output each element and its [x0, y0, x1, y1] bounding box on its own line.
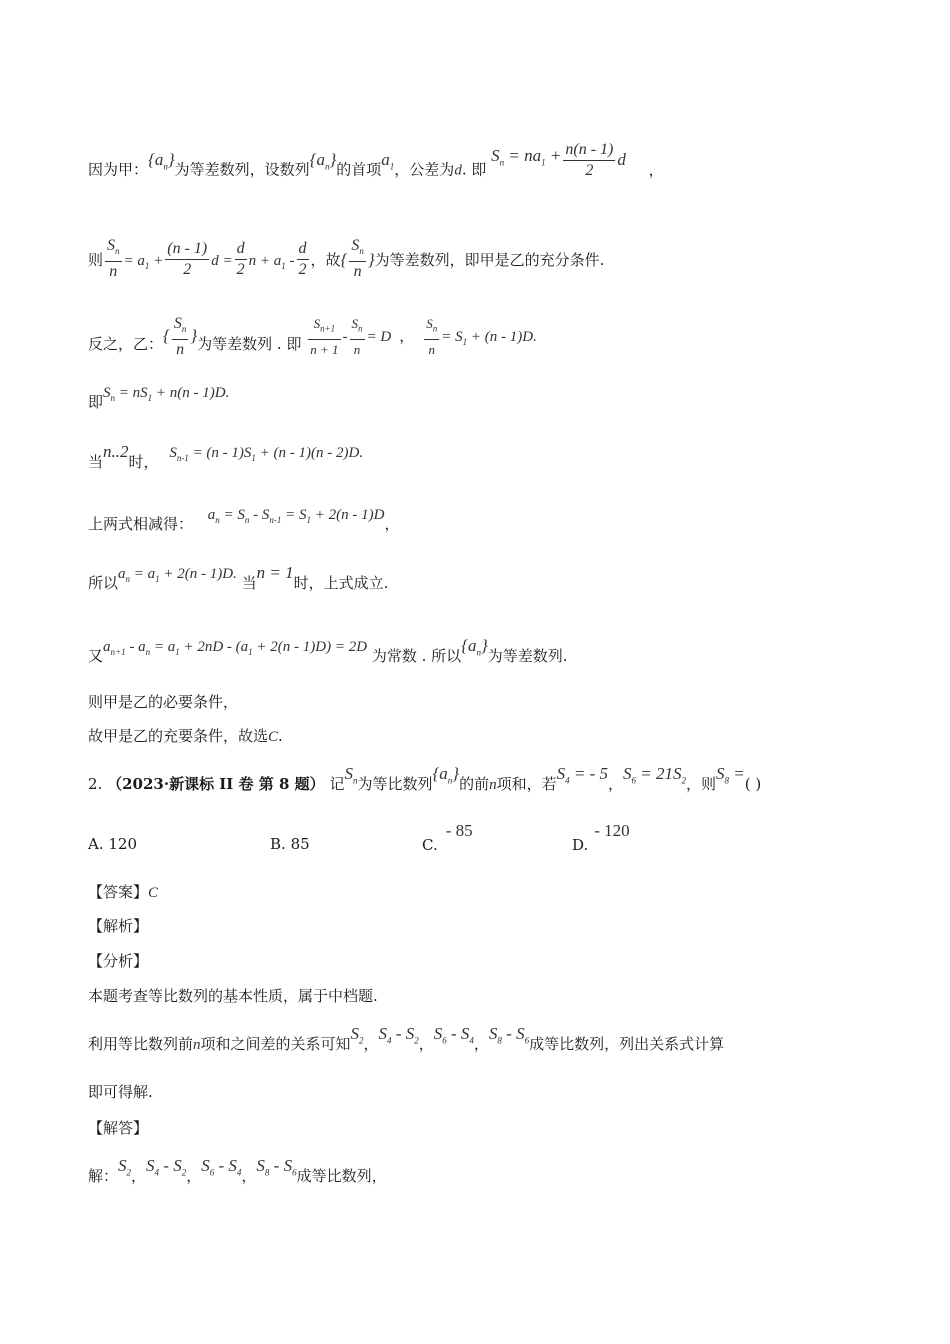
s4-equation: $S_4$ = - 5	[556, 764, 609, 786]
brace-close: }	[367, 250, 375, 270]
proof-line-9	[88, 692, 238, 712]
frac-sn-over-n: $\frac{S_n}{n}$	[426, 316, 438, 357]
text: 解：	[88, 1167, 119, 1185]
formula-part: = $a_1$ +	[123, 253, 164, 272]
sequence-s2: $S_2$	[118, 1156, 132, 1178]
frac-sn-over-n: $\frac{S_n}{n}$	[107, 237, 120, 281]
formula-part: $n + a_1$ -	[248, 253, 295, 272]
formula-part: = D	[366, 329, 392, 346]
jieda-label: 【解答】	[88, 1119, 149, 1137]
text: 当	[241, 574, 257, 592]
set-a-n: $\{a_n\}$	[461, 636, 488, 658]
text: 所以	[88, 574, 119, 592]
formula-an: $a_n = S_n - S_{n-1} = S_1 + 2(n - 1)D$	[207, 507, 385, 525]
question-number: 2.	[88, 775, 103, 793]
answer-value: C	[148, 885, 159, 901]
n-symbol: n	[489, 777, 497, 793]
text: 时，	[128, 453, 159, 471]
fenxi3-line	[88, 1082, 153, 1102]
answer-choice-c: C	[268, 729, 279, 745]
option-a[interactable]: A. 120	[88, 835, 138, 853]
proof-line-8	[88, 636, 568, 672]
text: ，故	[310, 251, 341, 270]
frac-sn-over-n: $\frac{S_n}{n}$	[351, 237, 364, 281]
comma: ，	[399, 327, 415, 346]
frac-d-over-2: $\frac{d}{2}$	[298, 239, 307, 278]
sequence-s2: $S_2$	[350, 1024, 364, 1046]
set-a-n: $\{a_n\}$	[148, 149, 175, 171]
proof-line-5	[88, 442, 364, 478]
fenxi-text-line	[88, 986, 378, 1006]
option-c[interactable]: C.- 85	[422, 821, 473, 854]
text: 为等比数列	[357, 775, 433, 793]
comma: ，	[648, 160, 664, 179]
proof-line-4	[88, 385, 230, 418]
a1: $a_1$	[381, 149, 395, 171]
text: 上两式相减得：	[88, 515, 194, 533]
text: 成等比数列，列出关系式计算	[529, 1035, 725, 1053]
proof-line-1	[88, 141, 664, 191]
d-symbol: d	[454, 162, 462, 179]
sequence-s8-s6: $S_8 - S_6$	[256, 1156, 297, 1178]
n-symbol: n	[193, 1037, 201, 1053]
proof-line-10	[88, 726, 283, 747]
text: ，则	[686, 775, 717, 793]
option-d[interactable]: D.- 120	[572, 821, 630, 854]
text: 故甲是乙的充要条件，故选	[88, 727, 269, 745]
proof-line-3	[88, 315, 537, 368]
text: 因为甲：	[88, 160, 149, 179]
condition-n-geq-2: n..2	[103, 442, 129, 461]
comma: ，	[384, 515, 400, 533]
sequence-s6-s4: $S_6 - S_4$	[433, 1024, 474, 1046]
frac-sn-over-n: $\frac{S_n}{n}$	[173, 315, 187, 359]
brace-open: {	[340, 250, 348, 270]
formula-part: = $S_1 + (n - 1)D$.	[441, 329, 537, 348]
text: 项和之间差的关系可知	[200, 1035, 351, 1053]
frac-n-n-1-over-2: $\frac{n(n - 1)}{2}$	[565, 141, 614, 179]
text: . 即	[461, 160, 487, 179]
d-symbol: d	[617, 149, 626, 169]
text: 又	[88, 647, 104, 665]
frac-sn1-over-n1: $\frac{S_{n+1}}{n + 1}$	[310, 316, 339, 357]
text: 成等比数列，	[296, 1167, 387, 1185]
fenxi-label-line	[88, 951, 148, 971]
text: 利用等比数列前	[88, 1035, 194, 1053]
proof-line-2	[88, 238, 604, 284]
frac-n-1-over-2: $\frac{(n - 1)}{2}$	[167, 239, 208, 278]
set-a-n: $\{a_n\}$	[309, 149, 337, 171]
fenxi-text: 本题考查等比数列的基本性质，属于中档题.	[88, 987, 378, 1005]
fenxi-label: 【分析】	[88, 952, 149, 970]
text: 为等差数列，即甲是乙的充分条件.	[374, 251, 605, 270]
sequence-s4-s2: $S_4 - S_2$	[378, 1024, 419, 1046]
s6-equation: $S_6 = 21S_2$	[623, 764, 687, 786]
formula-sn-1: $S_{n-1} = (n - 1)S_1 + (n - 1)(n - 2)D$.	[169, 445, 364, 463]
sequence-s6-s4: $S_6 - S_4$	[201, 1156, 242, 1178]
condition-n-eq-1: n = 1	[256, 563, 294, 582]
fenxi2-line: 利用等比数列前n项和之间差的关系可知$S_2$，$S_4 - S_2$，$S_6 - S_4$，$S_8 - S_6$成等比数列，列出关系式计算	[88, 1024, 725, 1053]
text: 为等差数列.	[487, 647, 568, 665]
text: 的前	[459, 775, 490, 793]
sequence-s8-s6: $S_8 - S_6$	[488, 1024, 530, 1046]
formula-part: d =	[211, 253, 233, 270]
answer-line	[88, 882, 158, 903]
option-b[interactable]: B. 85	[270, 835, 310, 853]
answer-paren: ( )	[744, 775, 762, 793]
formula-sn: $S_n = na_1$ +	[491, 145, 562, 167]
text: 则甲是乙的必要条件，	[88, 693, 239, 711]
set-a-n: $\{a_n\}$	[432, 764, 460, 786]
proof-line-7	[88, 563, 389, 599]
question-2	[88, 764, 762, 800]
minus: -	[342, 329, 348, 346]
text: 即可得解.	[88, 1083, 153, 1101]
text: 反之，乙：	[88, 335, 164, 354]
text: 当	[88, 453, 104, 471]
sequence-s4-s2: $S_4 - S_2$	[146, 1156, 187, 1178]
answer-label: 【答案】	[88, 883, 149, 901]
text: 则	[88, 251, 104, 270]
formula-difference: $a_{n+1} - a_n = a_1 + 2nD - (a_1 + 2(n - 1)D) = 2D$	[103, 639, 368, 657]
formula-sn-expansion: $S_n = nS_1 + n(n - 1)D$.	[103, 385, 230, 403]
text: ，公差为	[394, 160, 455, 179]
text: 为等差数列，设数列	[174, 160, 310, 179]
jieda-label-line	[88, 1118, 148, 1138]
text: 为等差数列 . 即	[197, 335, 302, 354]
text: 项和，若	[496, 775, 557, 793]
question-source: （2023·新课标 II 卷 第 8 题）	[107, 775, 325, 793]
proof-line-6	[88, 507, 400, 540]
text: 的首项	[336, 160, 382, 179]
s8-equation: $S_8$ =	[716, 764, 745, 786]
formula-an-general: $a_n = a_1 + 2(n - 1)D$.	[118, 566, 237, 584]
frac-sn-over-n: $\frac{S_n}{n}$	[351, 316, 363, 357]
jie-line: 解：$S_2$，$S_4 - S_2$，$S_6 - S_4$，$S_8 - S_6$成等比数列，	[88, 1156, 387, 1185]
brace-open: {	[163, 326, 170, 346]
text: 时，上式成立.	[293, 574, 389, 592]
comma: ，	[608, 775, 624, 793]
text: 即	[88, 393, 104, 411]
text: 为常数 . 所以	[371, 647, 462, 665]
brace-close: }	[190, 326, 198, 346]
text: .	[278, 727, 283, 745]
frac-d-over-2: $\frac{d}{2}$	[236, 239, 245, 278]
s-n: $S_n$	[344, 764, 358, 786]
analysis-label-line	[88, 916, 148, 936]
text: 记	[329, 775, 345, 793]
analysis-label: 【解析】	[88, 917, 149, 935]
